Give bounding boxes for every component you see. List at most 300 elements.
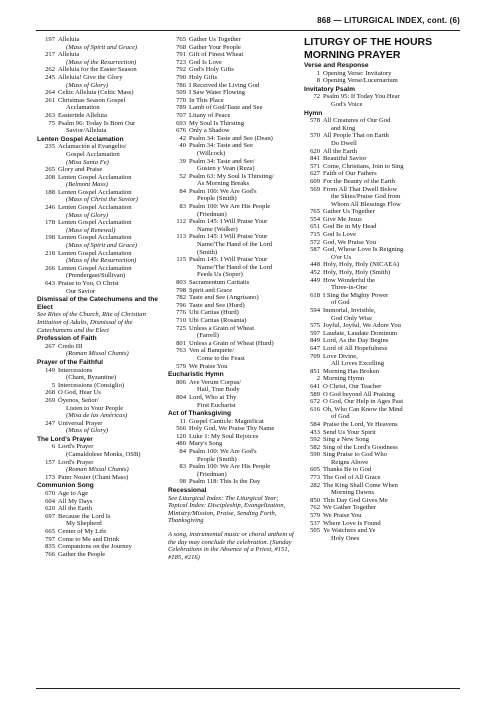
index-entry bbox=[168, 127, 298, 135]
hymn-number: 42 bbox=[179, 134, 186, 142]
hymn-number: 198 bbox=[45, 234, 55, 242]
index-entry bbox=[37, 459, 162, 474]
index-entry bbox=[168, 104, 298, 112]
hymn-number: 480 bbox=[176, 440, 186, 448]
hymn-title: Center of My Life bbox=[58, 528, 107, 535]
hymn-title-block bbox=[189, 440, 298, 448]
hymn-subtitle: First Eucharist bbox=[197, 401, 236, 409]
index-entry bbox=[168, 302, 298, 310]
index-entry bbox=[304, 70, 462, 78]
index-entry bbox=[168, 44, 298, 52]
index-entry bbox=[304, 512, 462, 520]
hymn-number: 578 bbox=[310, 117, 320, 125]
hymn-title: Praise the Lord, Ye Heavens bbox=[323, 420, 398, 428]
hymn-title-block bbox=[323, 163, 462, 171]
hymn-number: 246 bbox=[45, 204, 55, 212]
hymn-title-block bbox=[189, 158, 298, 173]
hymn-number: 782 bbox=[176, 294, 186, 302]
hymn-number: 670 bbox=[45, 490, 55, 498]
index-entry bbox=[304, 444, 462, 452]
hymn-title: Unless a Grain of Wheat bbox=[189, 324, 255, 332]
hymn-number: 592 bbox=[310, 436, 320, 444]
hymn-title-block bbox=[58, 97, 162, 112]
hymn-number: 604 bbox=[45, 497, 55, 505]
hymn-title: Lamb of God/Taste and See bbox=[189, 104, 263, 112]
hymn-number: 776 bbox=[176, 309, 186, 317]
hymn-number: 509 bbox=[176, 89, 186, 97]
hymn-number: 715 bbox=[310, 231, 320, 239]
hymn-title-block bbox=[58, 528, 162, 536]
index-entry bbox=[37, 74, 162, 89]
hymn-title-block bbox=[58, 551, 162, 559]
hymn-title-block bbox=[323, 436, 462, 444]
hymn-subtitle: (Friedman) bbox=[197, 210, 227, 218]
index-entry bbox=[304, 239, 462, 247]
hymn-subtitle: My Shepherd bbox=[66, 520, 102, 528]
hymn-title-block bbox=[189, 66, 298, 74]
hymn-number: 594 bbox=[310, 307, 320, 314]
index-entry bbox=[37, 219, 162, 234]
section-heading: The Lord's Prayer bbox=[37, 435, 93, 443]
hymn-title: God, Whose Love Is Reigning bbox=[323, 246, 404, 254]
index-entry bbox=[168, 142, 298, 157]
index-entry bbox=[37, 51, 162, 66]
major-heading: MORNING PRAYER bbox=[304, 49, 401, 61]
hymn-subtitle: (Roman Missal Chants) bbox=[66, 350, 129, 358]
hymn-title: We Praise You bbox=[189, 362, 228, 370]
hymn-title-block bbox=[323, 497, 462, 505]
index-entry bbox=[37, 528, 162, 536]
hymn-title-block bbox=[58, 420, 162, 435]
hymn-title: Love Divine, bbox=[323, 352, 358, 360]
hymn-title-block bbox=[58, 498, 162, 506]
hymn-title: Eastertide Alleluia bbox=[58, 111, 107, 119]
hymn-title: In This Place bbox=[189, 96, 224, 104]
hymn-title: Pater Noster (Chant Mass) bbox=[58, 473, 129, 481]
hymn-number: 113 bbox=[176, 233, 186, 241]
hymn-title-block bbox=[189, 418, 298, 426]
hymn-title: God's Holy Gifts bbox=[189, 66, 234, 74]
hymn-subtitle: (Mass of the Resurrection) bbox=[66, 58, 137, 66]
hymn-subtitle: Name/The Hand of the Lord bbox=[197, 241, 273, 249]
hymn-title: Holy, Holy, Holy (Smith) bbox=[323, 269, 391, 277]
index-entry bbox=[304, 186, 462, 209]
hymn-title-block bbox=[323, 482, 462, 497]
hymn-title-block bbox=[189, 394, 298, 409]
index-entry bbox=[168, 394, 298, 409]
hymn-title-block bbox=[189, 135, 298, 143]
index-entry bbox=[304, 261, 462, 269]
index-entry bbox=[168, 340, 298, 348]
hymn-subtitle: People (Smith) bbox=[197, 195, 237, 203]
hymn-title: We Praise You bbox=[323, 512, 362, 520]
hymn-number: 693 bbox=[176, 119, 186, 127]
hymn-number: 803 bbox=[176, 279, 186, 286]
hymn-title: All Creatures of Our God bbox=[323, 117, 391, 125]
hymn-title: Immortal, Invisible, bbox=[323, 307, 376, 314]
hymn-title: Litany of Peace bbox=[189, 111, 231, 119]
hymn-title-block bbox=[58, 280, 162, 295]
hymn-number: 217 bbox=[45, 51, 55, 59]
hymn-title-block bbox=[323, 345, 462, 353]
index-entry bbox=[37, 204, 162, 219]
hymn-title: Lord's Prayer bbox=[58, 458, 94, 466]
hymn-title-block bbox=[58, 343, 162, 358]
page-header: 868 — LITURGICAL INDEX, cont. (6) bbox=[317, 16, 460, 25]
hymn-subtitle: God Only Wise bbox=[331, 314, 373, 322]
hymn-title: For the Beauty of the Earth bbox=[323, 177, 395, 185]
hymn-title: The King Shall Come When bbox=[323, 481, 398, 489]
hymn-title-block bbox=[189, 363, 298, 371]
index-entry bbox=[304, 482, 462, 497]
hymn-title: All My Days bbox=[58, 497, 93, 505]
index-entry bbox=[37, 112, 162, 120]
index-entry bbox=[168, 135, 298, 143]
hymn-title-block bbox=[323, 216, 462, 224]
index-entry bbox=[304, 292, 462, 307]
hymn-title: Beautiful Savior bbox=[323, 155, 367, 163]
hymn-title-block bbox=[58, 367, 162, 382]
hymn-title-block bbox=[58, 505, 162, 513]
index-entry bbox=[304, 216, 462, 224]
hymn-number: 792 bbox=[176, 66, 186, 74]
cross-reference-note: See Liturgical Index: The Liturgical Year; Topical Index: Discipleship, Evangelization, Ministry/Mission, Praise, Sending Forth, Thanksgiving bbox=[168, 494, 286, 525]
hymn-subtitle: People (Smith) bbox=[197, 455, 237, 463]
hymn-subtitle: (Mass of Renewal) bbox=[66, 226, 116, 234]
hymn-number: 452 bbox=[310, 269, 320, 277]
hymn-number: 575 bbox=[310, 322, 320, 330]
hymn-number: 569 bbox=[310, 185, 320, 193]
index-entry bbox=[304, 451, 462, 466]
hymn-number: 449 bbox=[310, 276, 320, 284]
hymn-number: 789 bbox=[176, 104, 186, 112]
hymn-number: 83 bbox=[179, 203, 186, 211]
index-entry bbox=[168, 66, 298, 74]
index-entry bbox=[304, 307, 462, 322]
hymn-subtitle: Hail, True Body bbox=[197, 386, 240, 394]
index-entry bbox=[168, 478, 298, 486]
hymn-title-block bbox=[323, 77, 462, 85]
index-column-1 bbox=[37, 36, 162, 558]
index-entry bbox=[304, 208, 462, 216]
hymn-title: Lenten Gospel Acclamation bbox=[58, 173, 132, 181]
index-entry bbox=[37, 234, 162, 249]
hymn-number: 672 bbox=[310, 398, 320, 406]
hymn-title: Alleluia bbox=[58, 51, 80, 59]
index-entry bbox=[304, 93, 462, 108]
hymn-title: I Received the Living God bbox=[189, 81, 260, 89]
hymn-title: Psalm 96: Today Is Born Our bbox=[58, 119, 136, 127]
index-entry bbox=[37, 443, 162, 458]
hymn-title-block bbox=[323, 231, 462, 239]
hymn-subtitle: (Belmont Mass) bbox=[66, 181, 108, 189]
hymn-title: Christmas Season Gospel bbox=[58, 96, 126, 104]
index-entry bbox=[37, 66, 162, 74]
index-entry bbox=[37, 250, 162, 265]
hymn-title-block bbox=[189, 347, 298, 362]
hymn-title-block bbox=[58, 189, 162, 204]
hymn-number: 786 bbox=[176, 81, 186, 89]
index-entry bbox=[37, 513, 162, 528]
hymn-title: God Is Love bbox=[323, 231, 356, 239]
section-heading: Profession of Faith bbox=[37, 335, 97, 343]
hymn-number: 765 bbox=[176, 36, 186, 43]
hymn-title: Psalm 145: I Will Praise Your bbox=[189, 218, 268, 226]
hymn-number: 766 bbox=[45, 550, 55, 558]
hymn-title-block bbox=[58, 219, 162, 234]
hymn-title: Gather Your People bbox=[189, 43, 241, 51]
hymn-number: 264 bbox=[45, 89, 55, 97]
hymn-title-block bbox=[323, 246, 462, 261]
hymn-number: 554 bbox=[310, 215, 320, 223]
hymn-title: O God beyond All Praising bbox=[323, 390, 395, 398]
hymn-title: The God of All Grace bbox=[323, 474, 381, 482]
hymn-subtitle: the Skies/Praise God from bbox=[331, 193, 401, 201]
hymn-number: 725 bbox=[176, 324, 186, 332]
hymn-number: 120 bbox=[176, 432, 186, 440]
hymn-title: Psalm 118: This Is the Day bbox=[189, 478, 261, 486]
index-entry bbox=[304, 474, 462, 482]
hymn-title-block bbox=[323, 292, 462, 307]
index-entry bbox=[168, 309, 298, 317]
hymn-number: 579 bbox=[176, 362, 186, 370]
hymn-number: 709 bbox=[310, 352, 320, 360]
hymn-title: Morning Hymn bbox=[323, 375, 365, 383]
hymn-title-block bbox=[323, 155, 462, 163]
hymn-number: 841 bbox=[310, 155, 320, 163]
index-entry bbox=[304, 132, 462, 147]
hymn-title: Psalm 100: We Are His People bbox=[189, 203, 271, 211]
hymn-title-block bbox=[58, 234, 162, 249]
index-column-2 bbox=[168, 36, 298, 561]
hymn-title: Intercessions (Consiglio) bbox=[58, 381, 125, 389]
hymn-title: God Be in My Head bbox=[323, 223, 377, 231]
hymn-title: Faith of Our Fathers bbox=[323, 170, 377, 178]
hymn-subtitle: (Chant, Byzantine) bbox=[66, 374, 117, 382]
hymn-title: Taste and See (Angrisano) bbox=[189, 294, 259, 302]
hymn-title: O Christ, Our Teacher bbox=[323, 382, 382, 390]
hymn-number: 267 bbox=[45, 342, 55, 350]
hymn-title-block bbox=[189, 463, 298, 478]
hymn-title: Gift of Finest Wheat bbox=[189, 51, 244, 59]
index-entry bbox=[304, 520, 462, 528]
index-entry bbox=[37, 536, 162, 544]
hymn-number: 647 bbox=[310, 344, 320, 352]
hymn-number: 266 bbox=[45, 264, 55, 272]
hymn-title-block bbox=[323, 261, 462, 269]
hymn-title-block bbox=[58, 89, 162, 97]
index-entry bbox=[168, 433, 298, 441]
hymn-title: Glory and Praise bbox=[58, 166, 103, 174]
hymn-number: 849 bbox=[310, 337, 320, 345]
hymn-title-block bbox=[58, 459, 162, 474]
hymn-title-block bbox=[323, 178, 462, 186]
hymn-title-block bbox=[323, 208, 462, 216]
hymn-title-block bbox=[189, 127, 298, 135]
index-entry bbox=[168, 279, 298, 287]
hymn-subtitle: All Loves Excelling bbox=[331, 360, 385, 368]
index-entry bbox=[304, 398, 462, 406]
section-heading: Invitatory Psalm bbox=[304, 85, 355, 93]
hymn-number: 52 bbox=[179, 172, 186, 180]
hymn-title-block bbox=[323, 406, 462, 421]
hymn-number: 173 bbox=[45, 473, 55, 481]
hymn-title-block bbox=[58, 536, 162, 544]
hymn-title: Sacramentum Caritatis bbox=[189, 279, 250, 286]
index-entry bbox=[304, 322, 462, 330]
hymn-subtitle: (Misa de las Américas) bbox=[66, 412, 128, 420]
hymn-title-block bbox=[323, 117, 462, 132]
hymn-number: 218 bbox=[45, 249, 55, 257]
hymn-title-block bbox=[323, 444, 462, 452]
hymn-number: 590 bbox=[310, 451, 320, 459]
hymn-subtitle: Gusten y Vean (Reza) bbox=[197, 165, 255, 173]
index-entry bbox=[168, 287, 298, 295]
hymn-title-block bbox=[189, 287, 298, 295]
hymn-title: Unless a Grain of Wheat (Hurd) bbox=[189, 339, 274, 347]
hymn-title: Ubi Caritas (Rosania) bbox=[189, 316, 247, 324]
hymn-title: Lenten Gospel Acclamation bbox=[58, 234, 132, 242]
hymn-number: 75 bbox=[48, 119, 55, 127]
hymn-subtitle: Do Dwell bbox=[331, 139, 357, 147]
hymn-number: 505 bbox=[310, 527, 320, 535]
index-entry bbox=[304, 117, 462, 132]
index-entry bbox=[168, 89, 298, 97]
hymn-title: Psalm 34: Taste and See (Dean) bbox=[189, 134, 273, 142]
hymn-title: Opening Verse/Lucernarium bbox=[323, 77, 398, 85]
index-entry bbox=[304, 406, 462, 421]
index-entry bbox=[304, 353, 462, 368]
index-entry bbox=[37, 120, 162, 135]
hymn-number: 84 bbox=[179, 448, 186, 456]
index-entry bbox=[168, 97, 298, 105]
hymn-title-block bbox=[189, 433, 298, 441]
hymn-title: Lenten Gospel Acclamation bbox=[58, 188, 132, 196]
hymn-title-block bbox=[323, 269, 462, 277]
hymn-title-block bbox=[58, 120, 162, 135]
index-entry bbox=[168, 36, 298, 44]
hymn-number: 571 bbox=[310, 162, 320, 170]
index-entry bbox=[304, 246, 462, 261]
hymn-number: 433 bbox=[310, 428, 320, 436]
hymn-title: Óyenos, Señor/ bbox=[58, 396, 99, 404]
hymn-title-block bbox=[323, 391, 462, 399]
hymn-title: All People That on Earth bbox=[323, 132, 389, 140]
hymn-subtitle: (Roman Missal Chants) bbox=[66, 466, 129, 474]
hymn-number: 269 bbox=[45, 396, 55, 404]
hymn-number: 587 bbox=[310, 246, 320, 254]
hymn-title-block bbox=[58, 74, 162, 89]
hymn-number: 697 bbox=[45, 512, 55, 520]
hymn-subtitle: (Mass of Glory) bbox=[66, 211, 109, 219]
hymn-number: 6 bbox=[51, 443, 55, 451]
hymn-title-block bbox=[189, 379, 298, 394]
hymn-title-block bbox=[58, 66, 162, 74]
hymn-title: Alleluia bbox=[58, 36, 80, 43]
hymn-title: Because the Lord Is bbox=[58, 512, 111, 520]
hymn-title-block bbox=[323, 322, 462, 330]
hymn-number: 791 bbox=[176, 51, 186, 59]
index-entry bbox=[37, 543, 162, 551]
hymn-title-block bbox=[58, 382, 162, 390]
hymn-title-block bbox=[189, 74, 298, 82]
index-entry bbox=[168, 59, 298, 67]
hymn-title-block bbox=[189, 448, 298, 463]
hymn-title-block bbox=[189, 478, 298, 486]
hymn-number: 618 bbox=[310, 291, 320, 299]
hymn-title-block bbox=[323, 337, 462, 345]
hymn-title-block bbox=[323, 474, 462, 482]
index-entry bbox=[37, 280, 162, 295]
hymn-title: Alleluia! Give the Glory bbox=[58, 73, 123, 81]
index-entry bbox=[304, 429, 462, 437]
index-entry bbox=[37, 382, 162, 390]
hymn-title-block bbox=[323, 429, 462, 437]
hymn-title: Send Us Your Spirit bbox=[323, 428, 376, 436]
hymn-number: 245 bbox=[45, 73, 55, 81]
hymn-subtitle: Listen to Your People bbox=[66, 404, 124, 412]
hymn-subtitle: Holy Ones bbox=[331, 534, 360, 542]
index-entry bbox=[304, 269, 462, 277]
hymn-title: Come to Me and Drink bbox=[58, 535, 120, 543]
hymn-title-block bbox=[323, 186, 462, 209]
index-entry bbox=[168, 379, 298, 394]
hymn-title: O God, Hear Us bbox=[58, 389, 101, 397]
hymn-number: 8 bbox=[316, 77, 320, 85]
hymn-title-block bbox=[323, 223, 462, 231]
index-entry bbox=[37, 343, 162, 358]
hymn-title: Lenten Gospel Acclamation bbox=[58, 204, 132, 212]
index-entry bbox=[168, 294, 298, 302]
index-entry bbox=[37, 143, 162, 166]
hymn-subtitle: Reigns Above bbox=[331, 458, 369, 466]
hymn-title: I Saw Water Flowing bbox=[189, 89, 245, 97]
hymn-title-block bbox=[58, 143, 162, 166]
hymn-title: Companions on the Journey bbox=[58, 543, 132, 551]
hymn-subtitle: Come to the Feast bbox=[197, 354, 245, 362]
index-entry bbox=[168, 325, 298, 340]
index-entry bbox=[304, 337, 462, 345]
hymn-title-block bbox=[189, 203, 298, 218]
hymn-number: 112 bbox=[176, 218, 186, 226]
index-entry bbox=[37, 498, 162, 506]
hymn-subtitle: (Misa Santa Fe) bbox=[66, 158, 109, 166]
hymn-subtitle: (Farrell) bbox=[197, 332, 219, 340]
hymn-title-block bbox=[58, 474, 162, 482]
hymn-subtitle: Feeds Us (Soper) bbox=[197, 271, 243, 279]
hymn-title: Sing of the Lord's Goodness bbox=[323, 443, 398, 451]
hymn-title: Luke 1: My Soul Rejoices bbox=[189, 432, 259, 440]
index-entry bbox=[37, 420, 162, 435]
hymn-subtitle: (Mass of Glory) bbox=[66, 81, 109, 89]
hymn-number: 597 bbox=[310, 329, 320, 337]
hymn-title: Psalm 100: We Are His People bbox=[189, 463, 271, 471]
hymn-title: Sing a New Song bbox=[323, 436, 369, 444]
hymn-number: 851 bbox=[310, 367, 320, 375]
index-entry bbox=[304, 155, 462, 163]
hymn-title: God Is Love bbox=[189, 58, 222, 66]
hymn-subtitle: (Camaldolese Monks, OSB) bbox=[66, 451, 141, 459]
hymn-title-block bbox=[189, 59, 298, 67]
index-entry bbox=[168, 51, 298, 59]
index-entry bbox=[304, 163, 462, 171]
hymn-title-block bbox=[189, 97, 298, 105]
hymn-title: Gospel Canticle: Magnificat bbox=[189, 417, 264, 425]
hymn-number: 197 bbox=[45, 36, 55, 43]
hymn-title-block bbox=[189, 188, 298, 203]
hymn-title: Joyful, Joyful, We Adore You bbox=[323, 322, 401, 330]
hymn-subtitle: (Mass of Glory) bbox=[66, 427, 109, 435]
